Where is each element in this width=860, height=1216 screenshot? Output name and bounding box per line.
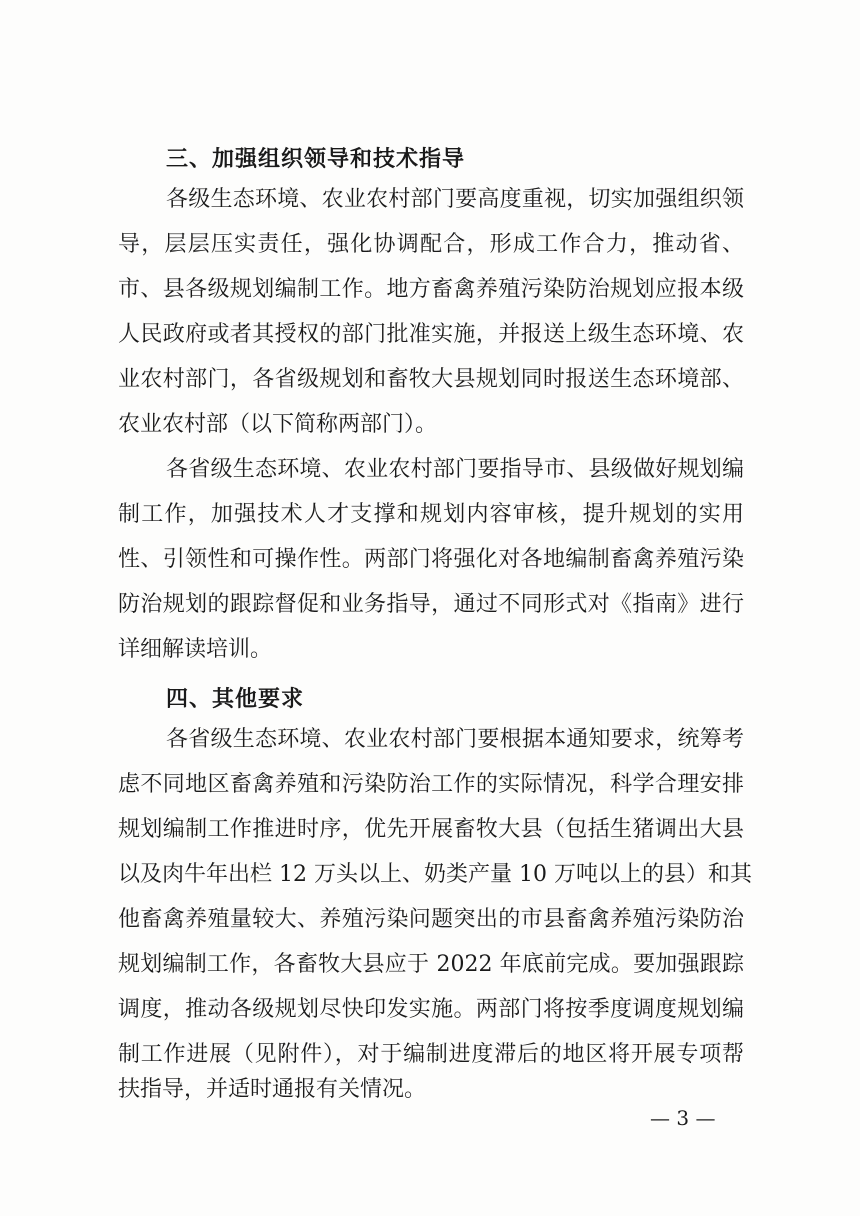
section-3-heading: 三、加强组织领导和技术指导 xyxy=(166,147,466,172)
section-4-paragraph-line: 规划编制工作推进时序，优先开展畜牧大县（包括生猪调出大县 xyxy=(118,817,744,842)
section-3-paragraph-1-line: 业农村部门，各省级规划和畜牧大县规划同时报送生态环境部、 xyxy=(118,367,744,392)
section-3-paragraph-2-line: 制工作，加强技术人才支撑和规划内容审核，提升规划的实用 xyxy=(118,502,744,527)
section-3-paragraph-2-line: 性、引领性和可操作性。两部门将强化对各地编制畜禽养殖污染 xyxy=(118,547,744,572)
section-3-paragraph-2-line: 各省级生态环境、农业农村部门要指导市、县级做好规划编 xyxy=(166,457,744,482)
section-4-paragraph-line: 他畜禽养殖量较大、养殖污染问题突出的市县畜禽养殖污染防治 xyxy=(118,907,744,932)
section-4-paragraph-line: 以及肉牛年出栏 12 万头以上、奶类产量 10 万吨以上的县）和其 xyxy=(118,862,752,887)
section-3-paragraph-2-line: 详细解读培训。 xyxy=(118,637,273,662)
section-4-paragraph-line: 制工作进展（见附件），对于编制进度滞后的地区将开展专项帮 xyxy=(118,1042,744,1067)
section-3-paragraph-2-line: 防治规划的跟踪督促和业务指导，通过不同形式对《指南》进行 xyxy=(118,592,744,617)
section-3-paragraph-1-line: 市、县各级规划编制工作。地方畜禽养殖污染防治规划应报本级 xyxy=(118,277,744,302)
section-4-paragraph-line: 调度，推动各级规划尽快印发实施。两部门将按季度调度规划编 xyxy=(118,997,744,1022)
section-3-paragraph-1-line: 人民政府或者其授权的部门批准实施，并报送上级生态环境、农 xyxy=(118,322,744,347)
section-4-paragraph-line: 扶指导，并适时通报有关情况。 xyxy=(118,1077,427,1102)
section-4-paragraph-line: 虑不同地区畜禽养殖和污染防治工作的实际情况，科学合理安排 xyxy=(118,772,744,797)
section-3-paragraph-1-line: 导，层层压实责任，强化协调配合，形成工作合力，推动省、 xyxy=(118,232,744,257)
page-number: — 3 — xyxy=(650,1106,716,1130)
section-4-paragraph-line: 规划编制工作，各畜牧大县应于 2022 年底前完成。要加强跟踪 xyxy=(118,952,744,977)
section-3-paragraph-1-line: 各级生态环境、农业农村部门要高度重视，切实加强组织领 xyxy=(166,187,744,212)
section-4-heading: 四、其他要求 xyxy=(166,687,305,712)
section-3-paragraph-1-line: 农业农村部（以下简称两部门）。 xyxy=(118,412,438,437)
section-4-paragraph-line: 各省级生态环境、农业农村部门要根据本通知要求，统筹考 xyxy=(166,727,744,752)
